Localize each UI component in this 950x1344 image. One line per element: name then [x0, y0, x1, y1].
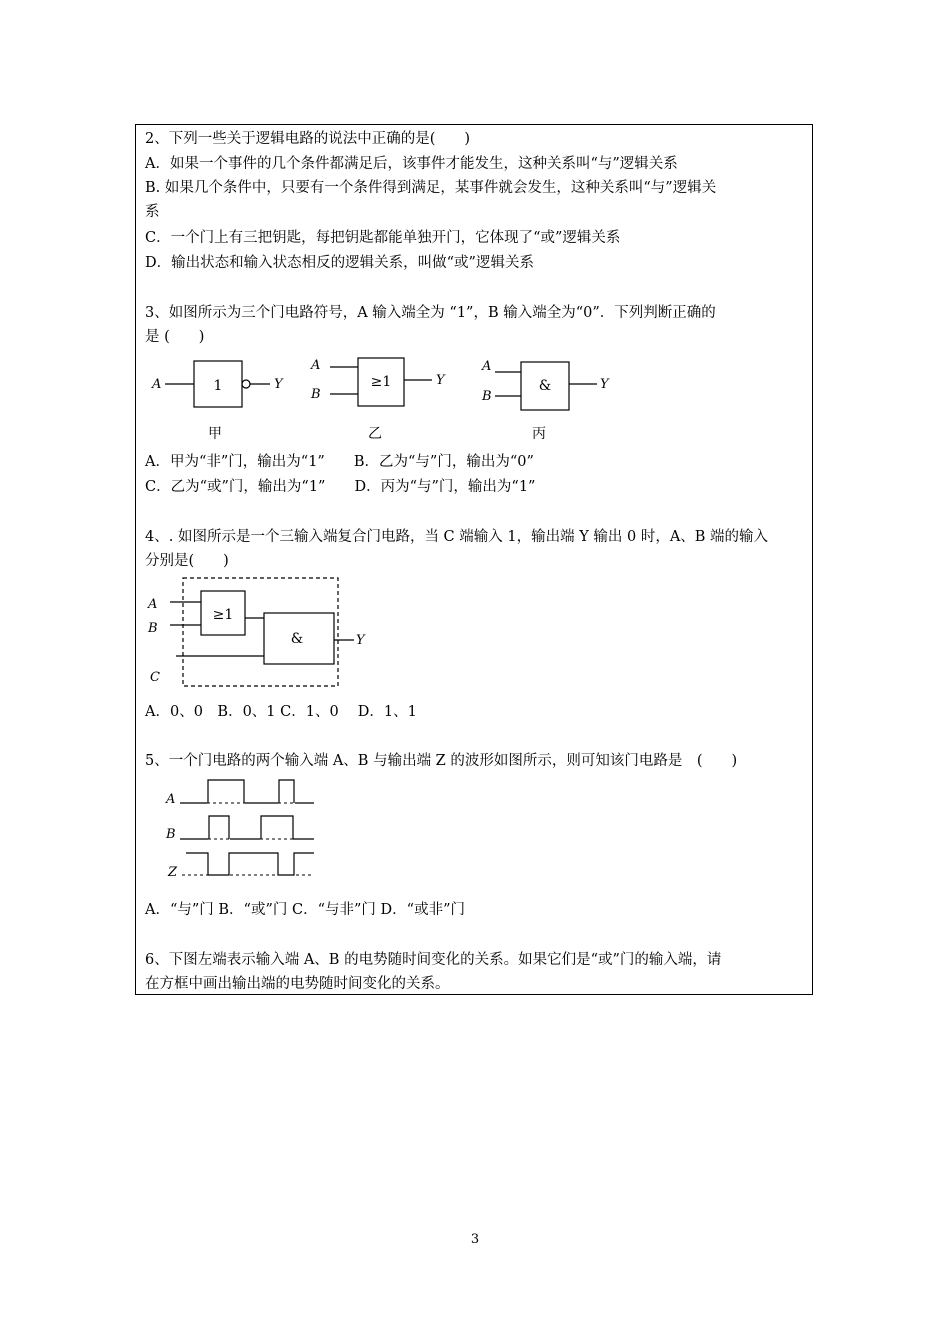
q5-waveform-figure [160, 776, 330, 886]
bing-output-y: Y [600, 377, 609, 392]
yi-input-a: A [311, 358, 321, 373]
q5-label-z: Z [168, 865, 178, 880]
bing-caption: 丙 [532, 426, 546, 442]
bing-input-b: B [482, 389, 492, 404]
q3-stem: 3、如图所示为三个门电路符号，A 输入端全为 “1”，B 输入端全为“0”．下列判断正确的 [145, 305, 716, 321]
page-number: 3 [470, 1232, 480, 1247]
q4-input-c: C [150, 670, 160, 685]
jia-input-a: A [152, 377, 162, 392]
q4-composite-gate-figure [140, 574, 380, 692]
q5-label-b: B [166, 827, 176, 842]
bing-input-a: A [482, 359, 492, 374]
and-gate-symbol [481, 359, 610, 442]
jia-gate-label: 1 [213, 378, 223, 394]
not-gate-symbol [151, 361, 284, 442]
yi-input-b: B [311, 387, 321, 402]
yi-caption: 乙 [368, 426, 382, 442]
composite-circuit-boundary [183, 578, 338, 686]
q4-stem: 4、. 如图所示是一个三输入端复合门电路，当 C 端输入 1，输出端 Y 输出 0 时，A、B 端的输入 [145, 529, 769, 545]
jia-caption: 甲 [208, 426, 222, 442]
q4-input-b: B [148, 621, 158, 636]
q3-stem-cont: 是 ( ) [145, 329, 205, 345]
yi-gate-label: ≥1 [370, 374, 392, 390]
q3-gate-figure [140, 350, 620, 445]
q4-stem-cont: 分别是( ) [145, 553, 229, 569]
q4-gate2-label: & [290, 631, 304, 647]
jia-output-y: Y [274, 377, 283, 392]
or-gate-symbol [310, 358, 446, 442]
q3-options-ab: A．甲为“非”门，输出为“1” B．乙为“与”门，输出为“0” [145, 454, 534, 470]
q5-options: A．“与”门 B．“或”门 C．“与非”门 D．“或非”门 [145, 902, 465, 918]
q2-option-a: A．如果一个事件的几个条件都满足后，该事件才能发生，这种关系叫“与”逻辑关系 [145, 156, 678, 172]
q6-stem: 6、下图左端表示输入端 A、B 的电势随时间变化的关系。如果它们是“或”门的输入端，请 [145, 952, 722, 968]
q2-stem: 2、下列一些关于逻辑电路的说法中正确的是( ) [145, 131, 471, 147]
q4-output-y: Y [356, 633, 365, 648]
q6-stem-cont: 在方框中画出输出端的电势随时间变化的关系。 [145, 976, 450, 992]
q2-option-c: C．一个门上有三把钥匙，每把钥匙都能单独开门，它体现了“或”逻辑关系 [145, 230, 621, 246]
q5-label-a: A [166, 792, 176, 807]
q3-options-cd: C．乙为“或”门，输出为“1” D．丙为“与”门，输出为“1” [145, 479, 536, 495]
q2-option-d: D．输出状态和输入状态相反的逻辑关系，叫做“或”逻辑关系 [145, 255, 534, 271]
q4-input-a: A [148, 597, 158, 612]
q2-option-b-cont: 系 [145, 204, 160, 220]
q2-option-b: B. 如果几个条件中，只要有一个条件得到满足，某事件就会发生，这种关系叫“与”逻辑关 [145, 180, 717, 196]
bing-gate-label: & [538, 378, 552, 394]
q4-options: A．0、0 B．0、1 C．1、0 D．1、1 [145, 704, 417, 720]
yi-output-y: Y [436, 373, 445, 388]
q5-stem: 5、一个门电路的两个输入端 A、B 与输出端 Z 的波形如图所示，则可知该门电路是 ( ) [145, 753, 738, 769]
q4-gate1-label: ≥1 [212, 607, 234, 623]
